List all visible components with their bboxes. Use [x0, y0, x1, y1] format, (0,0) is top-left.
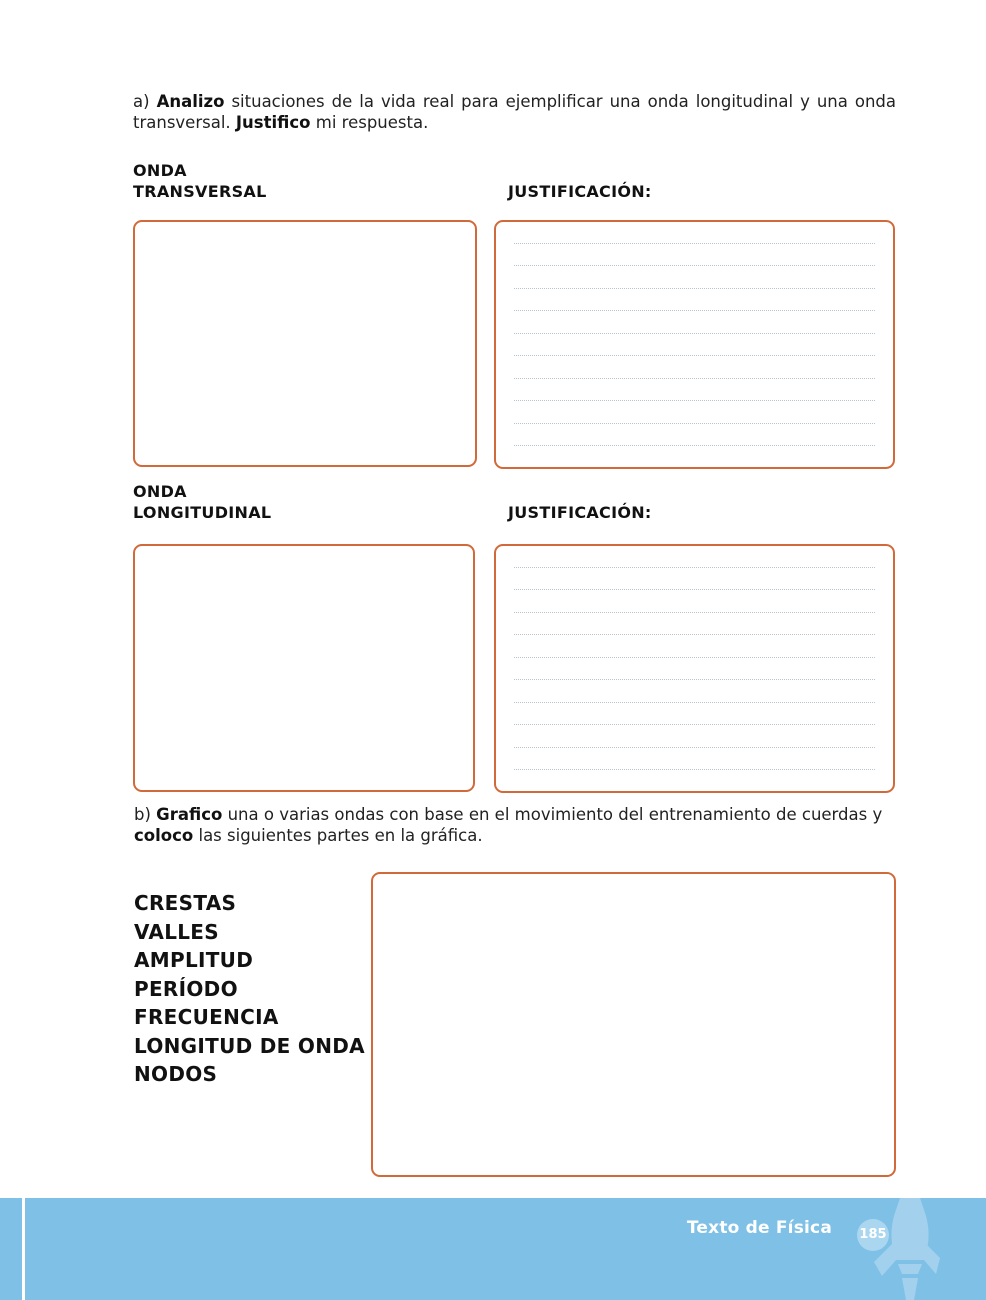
exercise-a-text-2: mi respuesta. [310, 113, 429, 132]
wave-part-item: CRESTAS [134, 891, 237, 915]
exercise-a-instructions [133, 91, 896, 133]
wave-parts-list [134, 889, 365, 1089]
wave-part-item: FRECUENCIA [134, 1005, 279, 1029]
longitudinal-justification-area[interactable] [494, 544, 895, 793]
longitudinal-label [133, 481, 271, 523]
footer-divider [22, 1198, 25, 1300]
exercise-a-verb-analizo: Analizo [156, 92, 225, 111]
exercise-b-letter: b) [134, 805, 151, 824]
page-footer [0, 1198, 986, 1300]
wave-part-item: PERÍODO [134, 976, 238, 1001]
exercise-a-letter: a) [133, 92, 150, 111]
transversal-justification-area[interactable] [494, 220, 895, 469]
transversal-justification-label: JUSTIFICACIÓN: [508, 182, 652, 201]
rocket-icon [830, 1198, 950, 1300]
longitudinal-drawing-area[interactable] [133, 544, 475, 792]
transversal-label [133, 160, 267, 202]
exercise-b-verb-grafico: Grafico [156, 805, 223, 824]
exercise-a-text-1: situaciones de la vida real para ejemplificar una onda longitudinal y una onda transversal. [133, 92, 896, 132]
exercise-b-text-1: una o varias ondas con base en el movimiento del entrenamiento de cuerdas y [222, 805, 883, 824]
exercise-a-verb-justifico: Justifico [235, 113, 311, 132]
wave-part-item: LONGITUD DE ONDA [134, 1033, 365, 1058]
wave-graph-area[interactable] [371, 872, 896, 1177]
exercise-b-text-2: las siguientes partes en la gráfica. [193, 826, 483, 845]
exercise-b-instructions [134, 804, 898, 846]
page-number: 185 [859, 1227, 887, 1242]
transversal-drawing-area[interactable] [133, 220, 477, 467]
longitudinal-label-line2: LONGITUDINAL [133, 503, 272, 522]
footer-title: Texto de Física [686, 1218, 832, 1238]
transversal-writing-lines [514, 222, 875, 467]
transversal-label-line1: ONDA [133, 161, 187, 180]
longitudinal-justification-label: JUSTIFICACIÓN: [508, 503, 652, 522]
wave-part-item: AMPLITUD [134, 948, 254, 972]
longitudinal-writing-lines [514, 546, 875, 791]
transversal-label-line2: TRANSVERSAL [133, 182, 267, 201]
longitudinal-label-line1: ONDA [133, 482, 187, 501]
exercise-b-verb-coloco: coloco [134, 826, 194, 845]
wave-part-item: NODOS [134, 1062, 218, 1086]
wave-part-item: VALLES [134, 919, 219, 944]
